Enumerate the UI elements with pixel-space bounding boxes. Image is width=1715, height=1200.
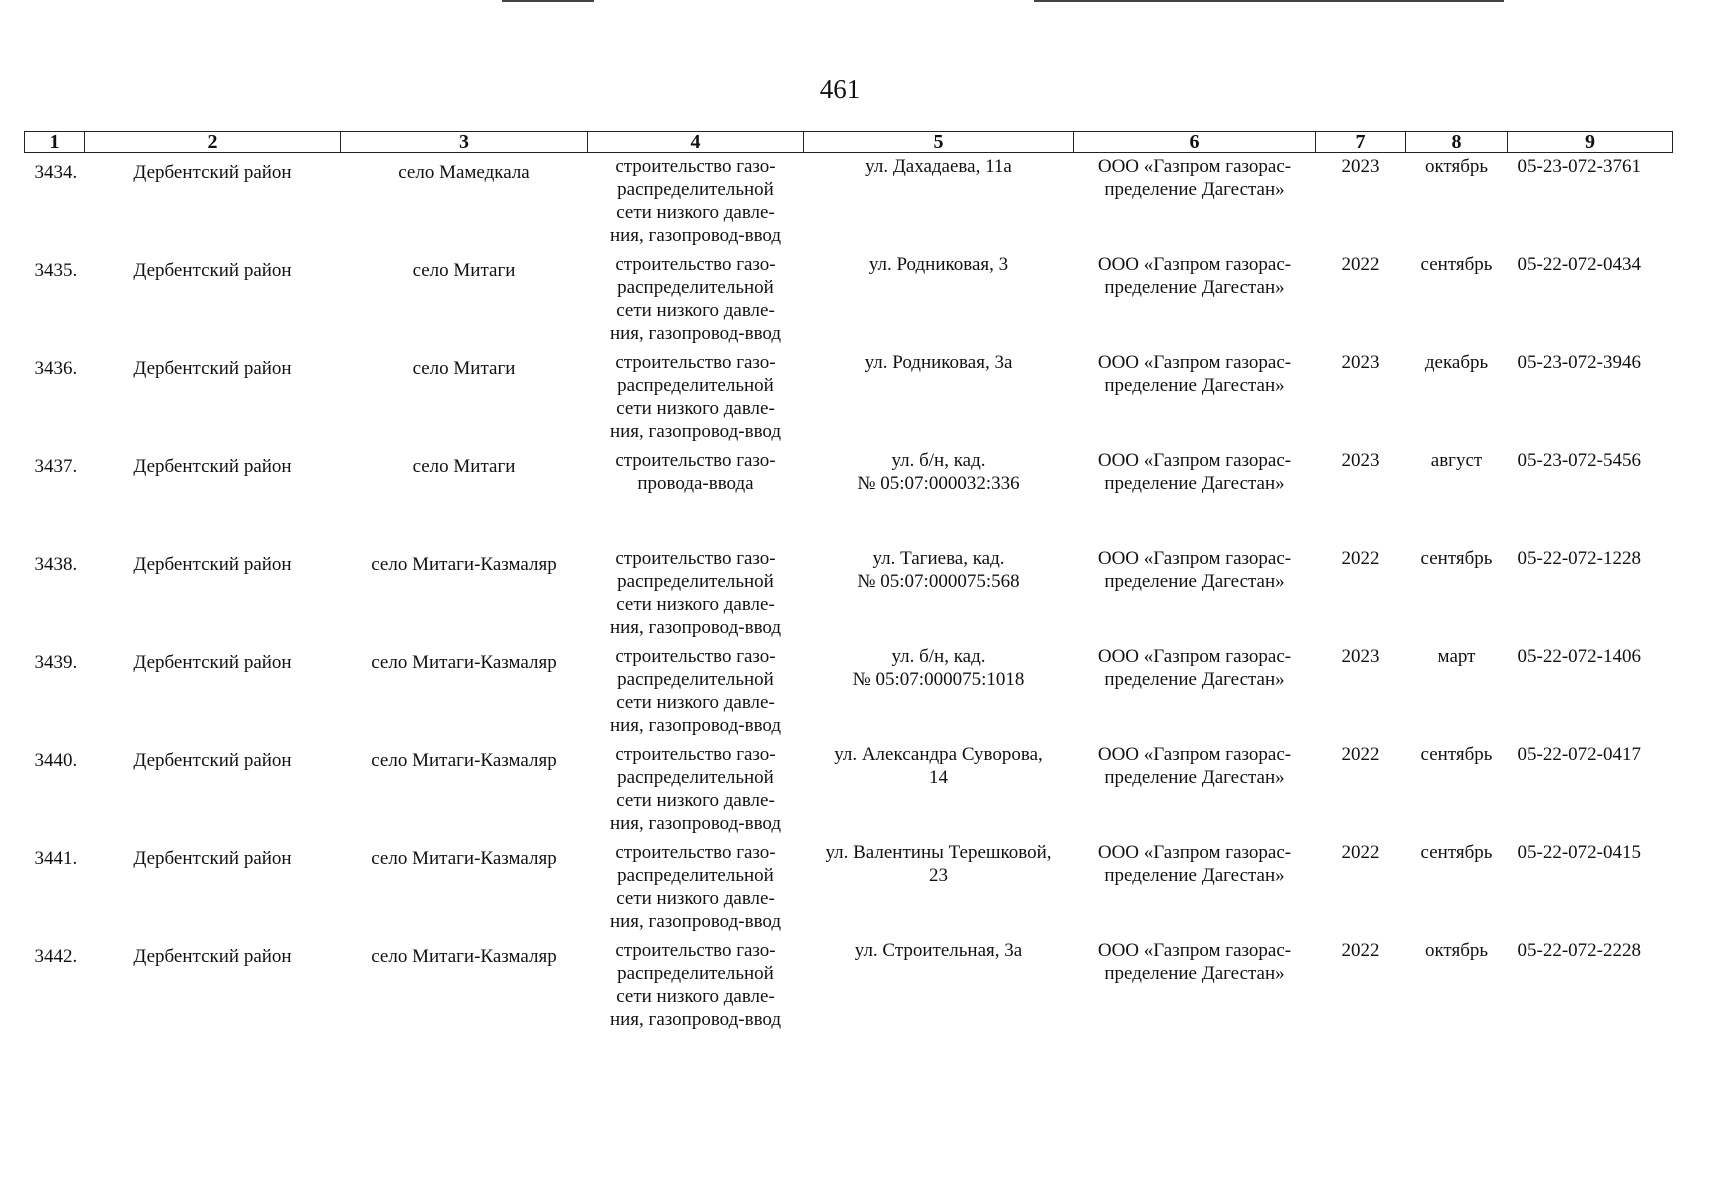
district-cell: Дербентский район [133,357,292,379]
column-header: 5 [804,132,1074,153]
table-header-row [25,132,1673,153]
address-cell-line: № 05:07:000075:568 [857,570,1020,592]
work-description-cell-line: сети низкого давле- [616,789,775,811]
page-number: 461 [819,74,861,104]
address-cell-line: ул. Тагиева, кад. [872,547,1005,569]
row-number-cell: 3435. [34,259,78,281]
work-description-cell-line: распределительной [617,668,774,690]
month-cell: октябрь [1424,939,1489,961]
organization-cell-line: пределение Дагестан» [1104,766,1285,788]
year-cell: 2022 [1341,253,1380,275]
settlement-cell: село Митаги [412,259,516,281]
work-description-cell [588,545,804,643]
top-rule-left [502,0,594,2]
table-row [25,251,1673,349]
district-cell: Дербентский район [133,749,292,771]
work-description-cell-line: строительство газо- [615,939,776,961]
work-description-cell-line: строительство газо- [615,253,776,275]
address-cell-line: ул. Дахадаева, 11а [865,156,1012,177]
settlement-cell: село Митаги-Казмаляр [371,847,557,869]
work-description-cell [588,349,804,447]
top-rule-right [1034,0,1504,2]
settlement-cell: село Митаги [412,357,516,379]
address-cell-line: ул. Родниковая, 3 [868,253,1009,275]
address-cell [804,251,1074,349]
organization-cell-line: пределение Дагестан» [1104,276,1285,298]
row-number-cell: 3440. [34,749,78,771]
table-row [25,349,1673,447]
work-description-cell-line: распределительной [617,276,774,298]
table-body [25,153,1673,1035]
table-row [25,643,1673,741]
organization-cell [1074,643,1316,741]
settlement-cell: село Митаги [412,455,516,477]
work-description-cell-line: сети низкого давле- [616,593,775,615]
work-description-cell-line: ния, газопровод-ввод [609,225,782,246]
address-cell-line: ул. Строительная, 3а [854,939,1023,961]
organization-cell [1074,447,1316,545]
code-cell: 05-23-072-5456 [1517,449,1641,471]
settlement-cell: село Мамедкала [398,162,530,183]
address-cell-line: 23 [929,864,948,886]
organization-cell-line: пределение Дагестан» [1104,374,1285,396]
work-description-cell-line: провода-ввода [637,472,754,494]
row-number-cell: 3441. [34,847,78,869]
year-cell: 2022 [1341,841,1380,863]
year-cell: 2022 [1341,547,1380,569]
row-number-cell: 3436. [34,357,78,379]
organization-cell-line: ООО «Газпром газорас- [1097,841,1292,863]
address-cell [804,937,1074,1035]
code-cell: 05-23-072-3761 [1517,156,1641,177]
work-description-cell-line: строительство газо- [615,351,776,373]
district-cell: Дербентский район [133,847,292,869]
month-cell: август [1430,449,1483,471]
work-description-cell [588,741,804,839]
row-number-cell: 3439. [34,651,78,673]
address-cell [804,545,1074,643]
district-cell: Дербентский район [133,553,292,575]
organization-cell [1074,937,1316,1035]
month-cell: сентябрь [1420,547,1493,569]
district-cell: Дербентский район [133,945,292,967]
table-row [25,937,1673,1035]
month-cell: сентябрь [1420,743,1493,765]
organization-cell-line: пределение Дагестан» [1104,179,1285,200]
organization-cell-line: ООО «Газпром газорас- [1097,547,1292,569]
row-number-cell: 3434. [34,162,78,183]
address-cell-line: ул. Александра Суворова, [834,743,1043,765]
code-cell: 05-22-072-1406 [1517,645,1641,667]
year-cell: 2023 [1341,351,1380,373]
work-description-cell-line: строительство газо- [615,449,776,471]
organization-cell-line: ООО «Газпром газорас- [1097,939,1292,961]
work-description-cell [588,153,804,251]
work-description-cell-line: сети низкого давле- [616,202,775,223]
address-cell [804,153,1074,251]
work-description-cell-line: строительство газо- [615,743,776,765]
address-cell-line: ул. Родниковая, 3а [864,351,1013,373]
table-row [25,153,1673,251]
code-cell: 05-22-072-0434 [1517,253,1641,275]
table-row [25,839,1673,937]
organization-cell-line: ООО «Газпром газорас- [1097,743,1292,765]
work-description-cell-line: ния, газопровод-ввод [609,910,782,932]
work-description-cell-line: ния, газопровод-ввод [609,714,782,736]
work-description-cell [588,251,804,349]
month-cell: сентябрь [1420,253,1493,275]
settlement-cell: село Митаги-Казмаляр [371,553,557,575]
work-description-cell [588,643,804,741]
settlement-cell: село Митаги-Казмаляр [371,945,557,967]
address-cell [804,643,1074,741]
work-description-cell-line: сети низкого давле- [616,299,775,321]
year-cell: 2022 [1341,743,1380,765]
work-description-cell-line: строительство газо- [615,156,776,177]
month-cell: сентябрь [1420,841,1493,863]
work-description-cell-line: распределительной [617,374,774,396]
district-cell: Дербентский район [133,259,292,281]
code-cell: 05-22-072-0417 [1517,743,1641,765]
address-cell-line: ул. б/н, кад. [891,449,986,471]
work-description-cell-line: строительство газо- [615,841,776,863]
column-header: 8 [1406,132,1508,153]
organization-cell-line: ООО «Газпром газорас- [1097,449,1292,471]
code-cell: 05-22-072-2228 [1517,939,1641,961]
registry-table [24,131,1673,1035]
year-cell: 2023 [1341,449,1380,471]
month-cell: март [1437,645,1476,667]
district-cell: Дербентский район [133,455,292,477]
organization-cell [1074,839,1316,937]
organization-cell [1074,153,1316,251]
address-cell [804,741,1074,839]
work-description-cell-line: распределительной [617,864,774,886]
work-description-cell-line: ния, газопровод-ввод [609,616,782,638]
organization-cell-line: пределение Дагестан» [1104,668,1285,690]
table-row [25,741,1673,839]
year-cell: 2023 [1341,156,1380,177]
month-cell: декабрь [1424,351,1489,373]
column-header: 4 [588,132,804,153]
work-description-cell-line: сети низкого давле- [616,397,775,419]
row-number-cell: 3438. [34,553,78,575]
column-header: 6 [1074,132,1316,153]
month-cell: октябрь [1424,156,1489,177]
table-row [25,447,1673,545]
district-cell: Дербентский район [133,651,292,673]
work-description-cell [588,937,804,1035]
work-description-cell-line: сети низкого давле- [616,691,775,713]
address-cell-line: № 05:07:000075:1018 [852,668,1025,690]
organization-cell-line: пределение Дагестан» [1104,570,1285,592]
work-description-cell-line: распределительной [617,962,774,984]
work-description-cell-line: ния, газопровод-ввод [609,812,782,834]
settlement-cell: село Митаги-Казмаляр [371,651,557,673]
column-header: 3 [341,132,588,153]
address-cell-line: 14 [929,766,948,788]
organization-cell-line: ООО «Газпром газорас- [1097,156,1292,177]
year-cell: 2022 [1341,939,1380,961]
organization-cell-line: ООО «Газпром газорас- [1097,253,1292,275]
organization-cell [1074,545,1316,643]
column-header: 1 [25,132,85,153]
work-description-cell-line: распределительной [617,179,774,200]
work-description-cell-line: ния, газопровод-ввод [609,322,782,344]
organization-cell-line: ООО «Газпром газорас- [1097,645,1292,667]
work-description-cell-line: ния, газопровод-ввод [609,420,782,442]
work-description-cell-line: распределительной [617,570,774,592]
code-cell: 05-22-072-1228 [1517,547,1641,569]
work-description-cell-line: сети низкого давле- [616,887,775,909]
year-cell: 2023 [1341,645,1380,667]
organization-cell [1074,741,1316,839]
organization-cell [1074,251,1316,349]
work-description-cell [588,447,804,545]
column-header: 7 [1316,132,1406,153]
settlement-cell: село Митаги-Казмаляр [371,749,557,771]
address-cell [804,447,1074,545]
work-description-cell-line: строительство газо- [615,547,776,569]
work-description-cell-line: ния, газопровод-ввод [609,1008,782,1030]
organization-cell-line: ООО «Газпром газорас- [1097,351,1292,373]
organization-cell-line: пределение Дагестан» [1104,472,1285,494]
work-description-cell-line: строительство газо- [615,645,776,667]
work-description-cell [588,839,804,937]
address-cell-line: № 05:07:000032:336 [857,472,1020,494]
table-row [25,545,1673,643]
address-cell-line: ул. б/н, кад. [891,645,986,667]
row-number-cell: 3442. [34,945,78,967]
organization-cell-line: пределение Дагестан» [1104,864,1285,886]
code-cell: 05-23-072-3946 [1517,351,1641,373]
work-description-cell-line: сети низкого давле- [616,985,775,1007]
column-header: 9 [1508,132,1673,153]
work-description-cell-line: распределительной [617,766,774,788]
address-cell [804,839,1074,937]
district-cell: Дербентский район [133,162,292,183]
organization-cell-line: пределение Дагестан» [1104,962,1285,984]
address-cell-line: ул. Валентины Терешковой, [825,841,1052,863]
code-cell: 05-22-072-0415 [1517,841,1641,863]
organization-cell [1074,349,1316,447]
row-number-cell: 3437. [34,455,78,477]
address-cell [804,349,1074,447]
column-header: 2 [85,132,341,153]
